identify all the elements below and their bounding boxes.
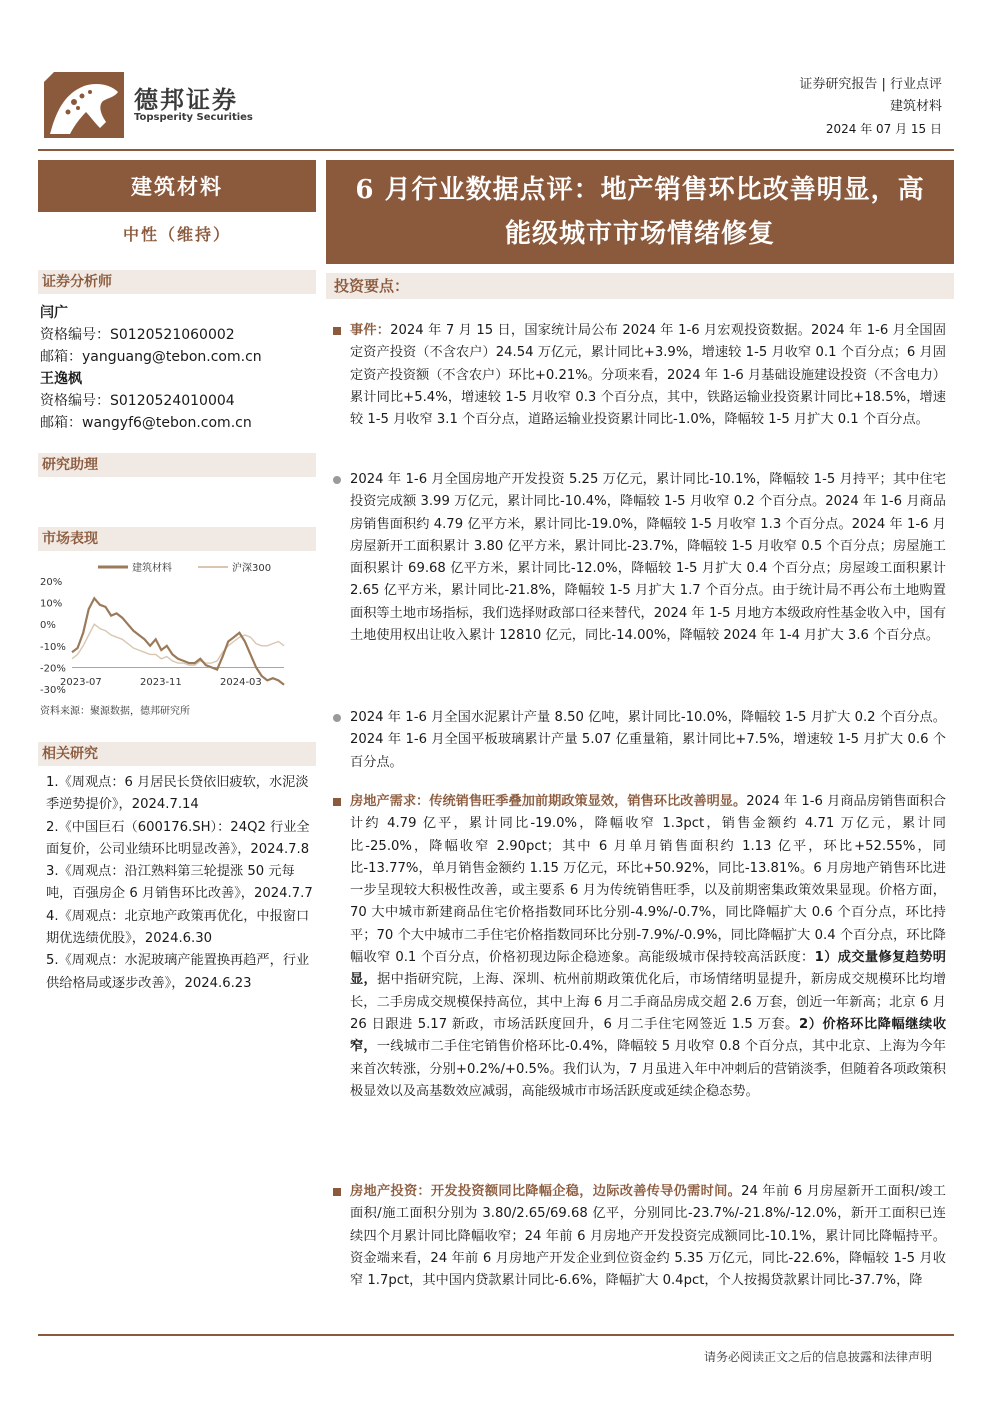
header-meta xyxy=(799,74,942,140)
paragraph-event xyxy=(326,320,946,431)
paragraph-body: 2024 年 1-6 月全国房地产开发投资 5.25 万亿元，累计同比-10.1%，降幅较 1-5 月持平；其中住宅投资完成额 3.99 万亿元，累计同比-10.4%，降幅较 1-5 月收窄 0.2 个百分点。2024 年 1-6 月商品房销售面积约 4.79 亿平方米，累计同比-19.0%，降幅较 1-5 月收窄 1.3 个百分点。2024 年 1-6 月房屋新开工面积累计 3.80 亿平方米，累计同比-23.7%，降幅较 1-5 月收窄 0.5 个百分点；房屋施工面积累计 69.68 亿平方米，累计同比-12.0%，降幅较 1-5 月扩大 0.4 个百分点；房屋竣工面积累计 2.65 亿平方米，累计同比-21.8%，降幅较 1-5 月扩大 1.7 个百分点。由于统计局不再公布土地购置面积等土地市场指标，我们选择财政部口径来替代，2024 年 1-5 月地方本级政府性基金收入中，国有土地使用权出让收入累计 12810 亿元，同比-14.00%，降幅较 2024 年 1-4 月扩大 3.6 个百分点。 xyxy=(350,472,946,644)
header-divider xyxy=(38,149,954,151)
footer-divider xyxy=(38,1334,954,1336)
footer-disclaimer: 请务必阅读正文之后的信息披露和法律声明 xyxy=(703,1350,932,1364)
paragraph-cement-glass xyxy=(326,707,946,774)
x-tick-label: 2024-03 xyxy=(220,677,262,688)
paragraph-housing-investment xyxy=(326,1181,946,1292)
analyst-license: 资格编号：S0120521060002 xyxy=(40,327,235,343)
paragraph-body: 24 年前 6 月房屋新开工面积/竣工面积/施工面积分别为 3.80/2.65/69.68 亿平，分别同比-23.7%/-21.8%/-12.0%，新开工面积已连续四个月累计同比降幅收窄；24 年前 6 月房地产开发投资完成额同比-10.1%，累计同比降幅持平。资金端来看，24 年前 6 月房地产开发企业到位资金约 5.35 万亿元，同比-22.6%，降幅较 1-5 月收窄 1.7pct，其中国内贷款累计同比-6.6%，降幅扩大 0.4pct，个人按揭贷款累计同比-37.7%，降 xyxy=(350,1184,946,1289)
related-item[interactable]: 1.《周观点：6 月居民长贷依旧疲软，水泥淡季逆势提价》，2024.7.14 xyxy=(46,775,309,813)
sector-label: 建筑材料 xyxy=(38,160,316,212)
related-list xyxy=(46,772,314,995)
paragraph-real-estate-data xyxy=(326,469,946,647)
paragraph-body: 2024 年 1-6 月全国水泥累计产量 8.50 亿吨，累计同比-10.0%，降幅较 1-5 月扩大 0.2 个百分点。2024 年 1-6 月全国平板玻璃累计产量 5.07 亿重量箱，累计同比+7.5%，增速较 1-5 月扩大 0.6 个百分点。 xyxy=(350,710,946,770)
x-tick-label: 2023-07 xyxy=(60,677,102,688)
assistant-heading: 研究助理 xyxy=(38,453,316,477)
paragraph-body: 2024 年 1-6 月商品房销售面积合计约 4.79 亿平，累计同比-19.0%，降幅收窄 1.3pct，销售金额约 4.71 万亿元，累计同比-25.0%，降幅收窄 2.90pct；其中 6 月单月销售面积约 1.13 亿平，环比+52.55%，同比-13.77%，单月销售金额约 1.15 万亿元，环比+50.92%，同比-13.81%。6 月房地产销售环比进一步呈现较大积极性改善，或主要系 6 月为传统销售旺季，以及前期密集政策效果显现。价格方面，70 大中城市新建商品住宅价格指数同环比分别-4.9%/-0.7%，同比降幅扩大 0.6 个百分点，环比持平；70 个大中城市二手住宅价格指数同环比分别-7.9%/-0.9%，同比降幅扩大 0.4 个百分点，环比降幅收窄 0.1 个百分点，价格初现边际企稳迹象。高能级城市保持较高活跃度： xyxy=(350,794,946,966)
analyst-license: 资格编号：S0120524010004 xyxy=(40,393,235,409)
leopard-logo-icon xyxy=(44,72,124,138)
analyst-email[interactable]: 邮箱：wangyf6@tebon.com.cn xyxy=(40,415,252,431)
paragraph-lead: 事件： xyxy=(350,323,391,338)
market-performance-chart xyxy=(38,555,288,695)
y-tick-label: -10% xyxy=(40,641,66,653)
y-tick-label: 10% xyxy=(40,598,63,610)
paragraph-body: 2024 年 7 月 15 日，国家统计局公布 2024 年 1-6 月宏观投资数据。2024 年 1-6 月全国固定资产投资（不含农户）24.54 万亿元，累计同比+3.9%，增速较 1-5 月收窄 0.1 个百分点；6 月固定资产投资额（不含农户）环比+0.21%。分项来看，2024 年 1-6 月基础设施建设投资（不含电力）累计同比+5.4%，增速较 1-5 月收窄 0.3 个百分点，其中，铁路运输业投资累计同比+18.5%，增速较 1-5 月收窄 3.1 个百分点，道路运输业投资累计同比-1.0%，降幅较 1-5 月扩大 0.1 个百分点。 xyxy=(350,323,946,428)
logo-english-name: Topsperity Securities xyxy=(134,112,253,123)
analyst-email[interactable]: 邮箱：yanguang@tebon.com.cn xyxy=(40,349,262,365)
company-logo xyxy=(44,72,254,142)
header-sector: 建筑材料 xyxy=(889,99,942,114)
x-tick-label: 2023-11 xyxy=(140,677,182,688)
investment-points-heading: 投资要点： xyxy=(326,273,954,299)
series-line xyxy=(72,598,284,684)
y-tick-label: 0% xyxy=(40,620,56,632)
analyst-name: 闫广 xyxy=(40,305,68,321)
analyst-name: 王逸枫 xyxy=(40,371,82,387)
report-type: 证券研究报告 | 行业点评 xyxy=(799,77,942,92)
legend-label: 沪深300 xyxy=(232,563,272,574)
analyst-block xyxy=(40,302,262,434)
report-date: 2024 年 07 月 15 日 xyxy=(825,122,942,136)
y-tick-label: 20% xyxy=(40,577,63,588)
related-item[interactable]: 3.《周观点：沿江熟料第三轮提涨 50 元每吨，百强房企 6 月销售环比改善》，2024.7.7 xyxy=(46,864,313,902)
related-heading: 相关研究 xyxy=(38,742,316,766)
chart-source: 资料来源：聚源数据，德邦研究所 xyxy=(40,706,190,717)
paragraph-key-point: 2）价格环比降幅继续收窄， xyxy=(350,1016,947,1055)
legend-label: 建筑材料 xyxy=(132,563,172,574)
related-item[interactable]: 2.《中国巨石（600176.SH）：24Q2 行业全面复价，公司业绩环比明显改善》，2024.7.8 xyxy=(46,819,310,857)
related-item[interactable]: 5.《周观点：水泥玻璃产能置换再趋严，行业供给格局或逐步改善》，2024.6.23 xyxy=(46,953,310,991)
y-tick-label: -30% xyxy=(40,685,66,695)
paragraph-key-point: 1）成交量修复趋势明显， xyxy=(350,950,946,988)
market-heading: 市场表现 xyxy=(38,527,316,551)
analyst-heading: 证券分析师 xyxy=(38,270,316,294)
rating-label: 中性（维持） xyxy=(122,225,231,244)
paragraph-lead: 房地产需求：传统销售旺季叠加前期政策显效，销售环比改善明显。 xyxy=(350,794,747,809)
report-title: 6 月行业数据点评：地产销售环比改善明显，高能级城市市场情绪修复 xyxy=(326,160,954,264)
paragraph-lead: 房地产投资：开发投资额同比降幅企稳，边际改善传导仍需时间。 xyxy=(350,1184,742,1199)
y-tick-label: -20% xyxy=(40,663,66,675)
logo-chinese-name: 德邦证券 xyxy=(134,86,238,114)
paragraph-body: 据中指研究院，上海、深圳、杭州前期政策优化后，市场情绪明显提升，新房成交规模环比均增长，二手房成交规模保持高位，其中上海 6 月二手商品房成交超 2.6 万套，创近一年新高；北京 6 月 26 日跟进 5.17 新政，市场活跃度回升，6 月二手住宅网签近 1.5 万套。 xyxy=(350,972,946,1032)
chart-legend xyxy=(98,561,271,574)
paragraph-housing-demand xyxy=(326,791,946,1103)
paragraph-body: 一线城市二手住宅销售价格环比-0.4%，降幅较 5 月收窄 0.8 个百分点，其中北京、上海为今年来首次转涨，分别+0.2%/+0.5%。我们认为，7 月虽进入年中冲刺后的营销淡季，但随着各项政策积极显效以及高基数效应减弱，高能级城市市场活跃度或延续企稳态势。 xyxy=(350,1039,946,1099)
related-item[interactable]: 4.《周观点：北京地产政策再优化，中报窗口期优选绩优股》，2024.6.30 xyxy=(46,908,310,947)
